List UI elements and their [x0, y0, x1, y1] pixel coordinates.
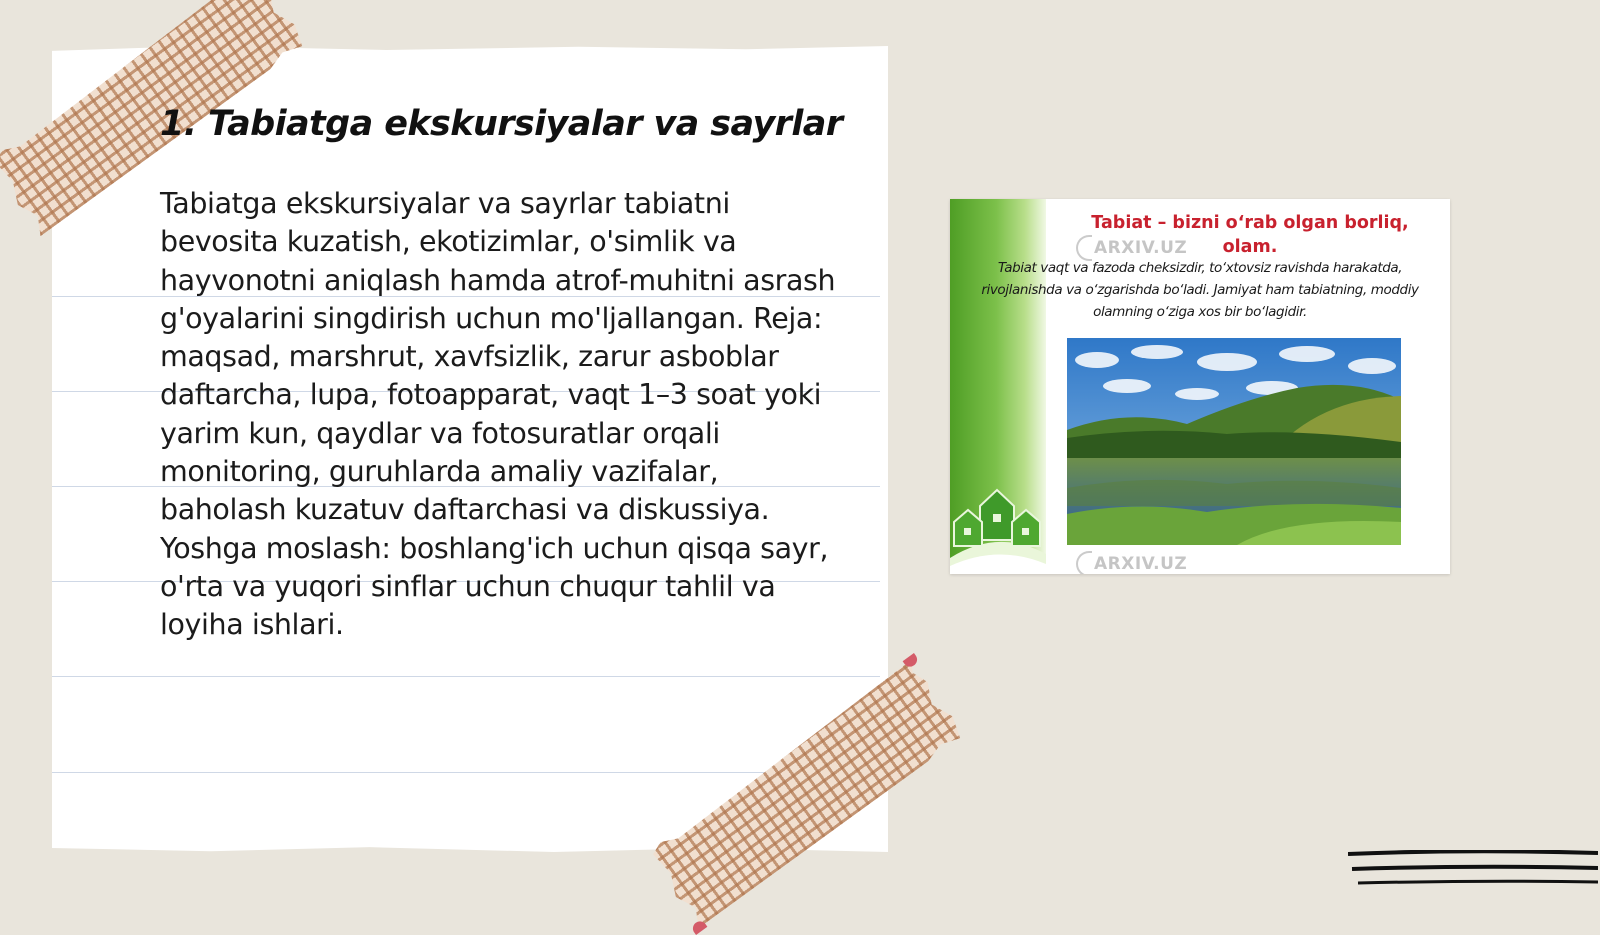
picture-title-line2: olam. — [1222, 237, 1278, 257]
picture-title-line1: Tabiat – bizni o‘rab olgan borliq, — [1091, 213, 1409, 233]
paper-rule-line — [52, 676, 880, 677]
landscape-photo — [1067, 338, 1401, 545]
slide-body-text: Tabiatga ekskursiyalar va sayrlar tabiatni bevosita kuzatish, ekotizimlar, o'simlik va hayvonotni aniqlash hamda atrof-muhitni asrash g'oyalarini singdirish uchun mo'ljallangan. Reja: maqsad, marshrut, xavfsizlik, zarur asboblar daftarcha, lupa, fotoapparat, vaqt 1–3 soat yoki yarim kun, qaydlar va fotosuratlar orqali monitoring, guruhlarda amaliy vazifalar, baholash kuzatuv daftarchasi va diskussiya. Yoshga moslash: boshlang'ich uchun qisqa sayr, o'rta va yuqori sinflar uchun chuqur tahlil va loyiha ishlari. — [160, 187, 836, 642]
slide-title: 1. Tabiatga ekskursiyalar va sayrlar — [160, 104, 843, 144]
lake-landscape-illustration — [1067, 338, 1401, 545]
houses-icon — [950, 454, 1046, 574]
decorative-brush-strokes — [1348, 850, 1598, 890]
picture-description: Tabiat vaqt va fazoda cheksizdir, to‘xtovsiz ravishda harakatda, rivojlanishda va o‘zgarishda bo‘ladi. Jamiyat ham tabiatning, moddiy olamning o‘ziga xos bir bo‘lagidir. — [981, 260, 1419, 320]
watermark-text: ARXIV.UZ — [1076, 235, 1187, 261]
green-side-bar — [950, 199, 1046, 574]
nature-infographic-image — [950, 199, 1450, 574]
watermark-text: ARXIV.UZ — [1076, 551, 1187, 574]
